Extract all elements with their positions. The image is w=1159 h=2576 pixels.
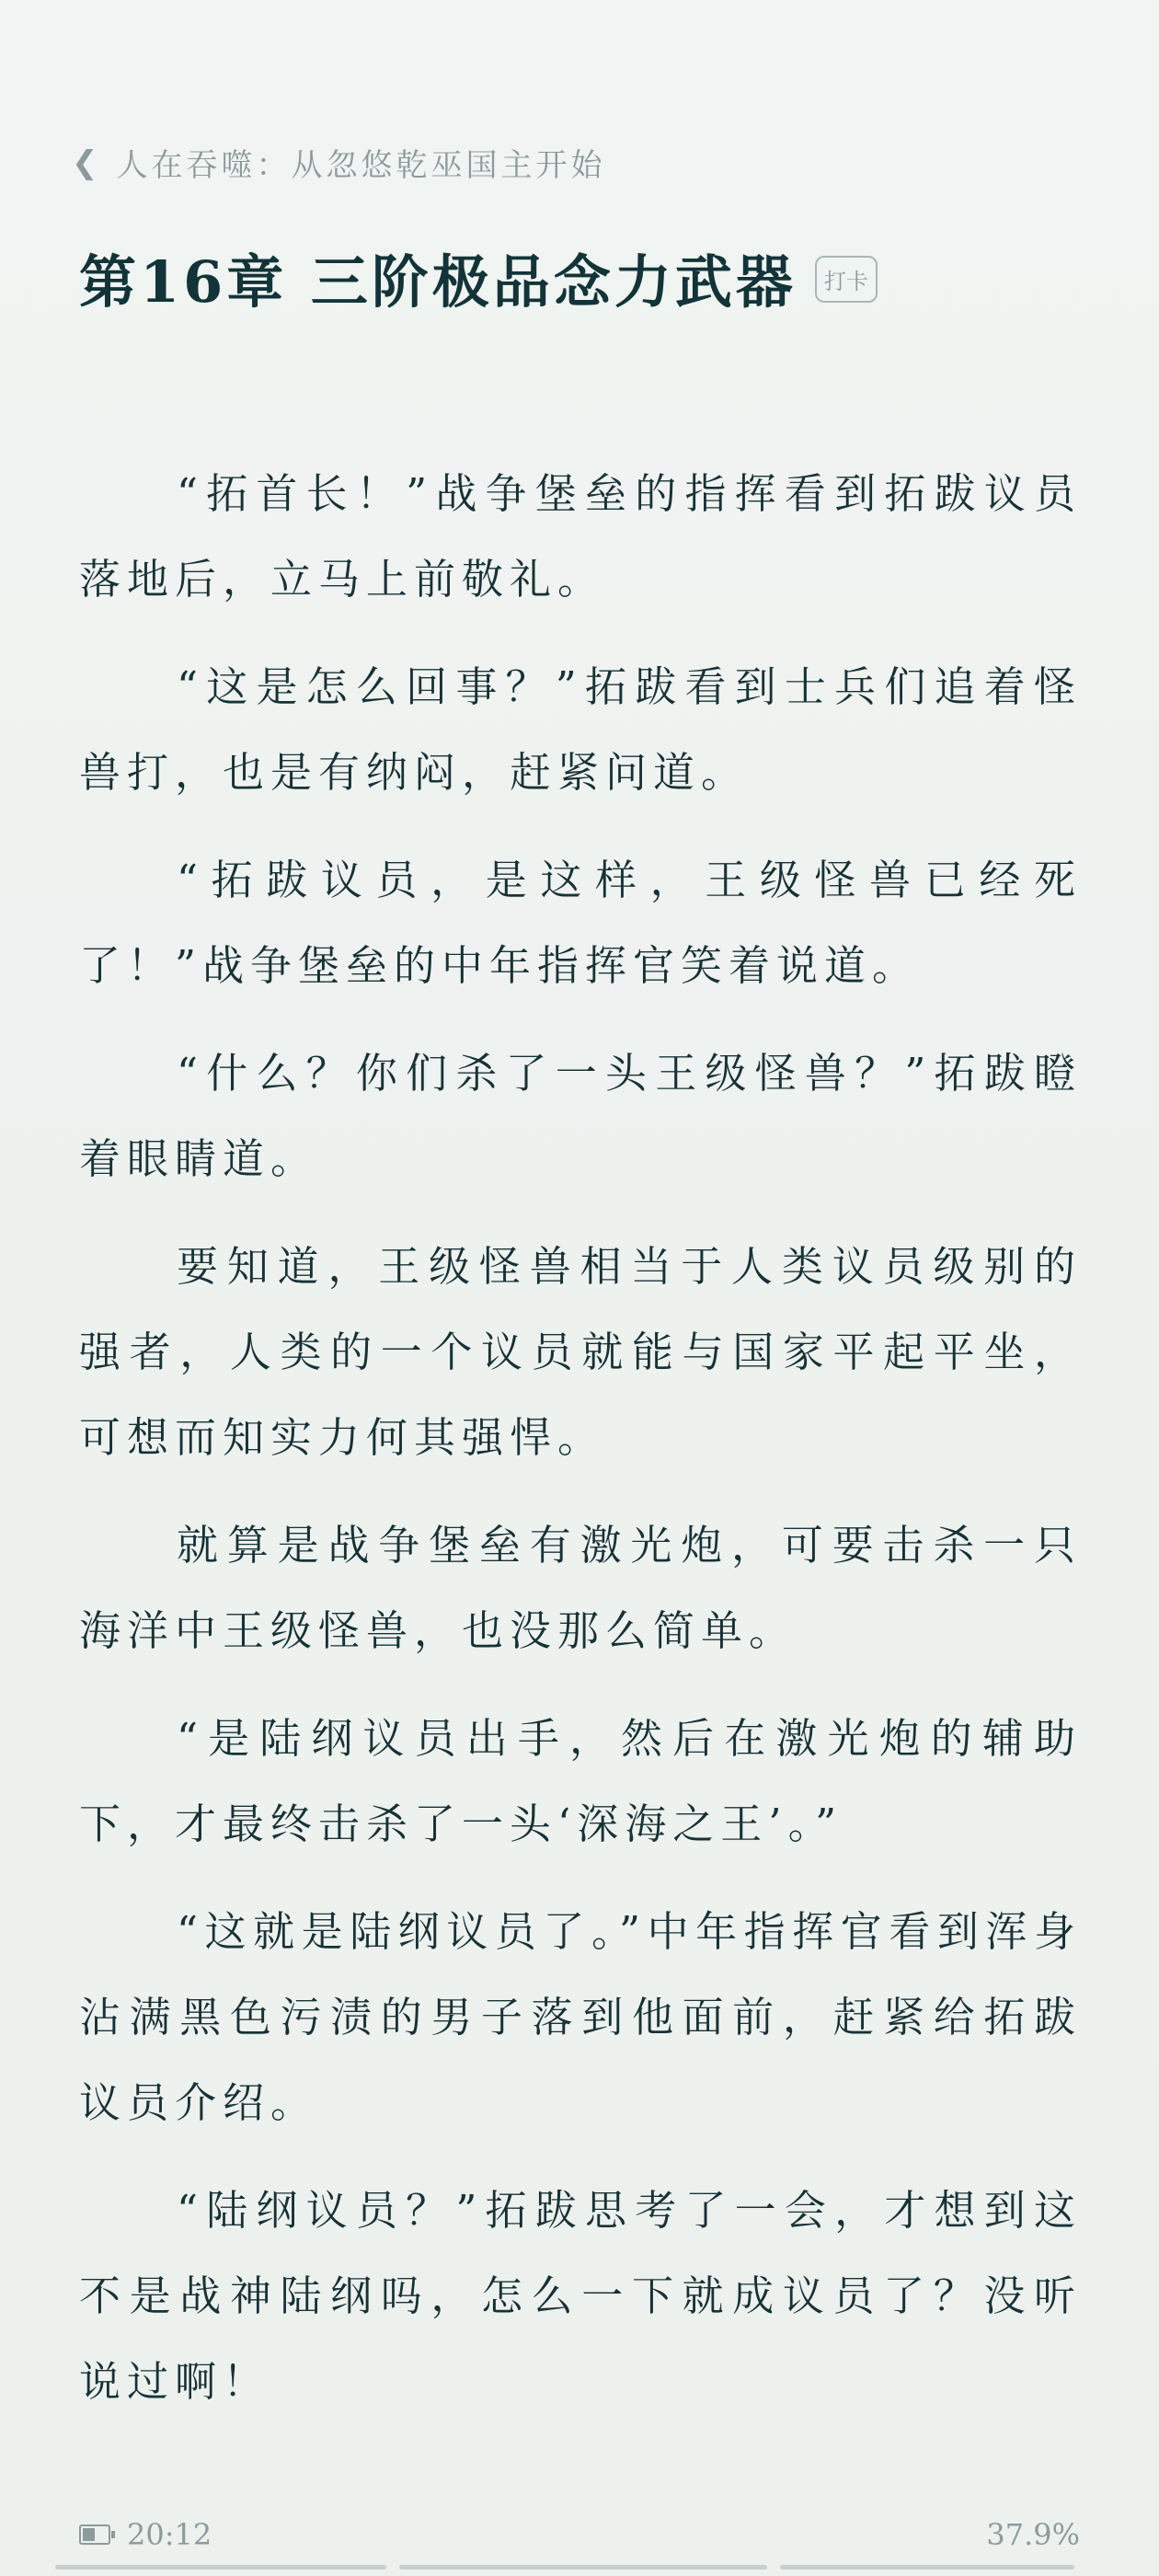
book-title: 人在吞噬：从忽悠乾巫国主开始 — [116, 147, 606, 184]
paragraph: “这是怎么回事？”拓跋看到士兵们追着怪兽打，也是有纳闷，赶紧问道。 — [79, 662, 1082, 797]
chevron-left-icon: ❮ — [72, 144, 102, 181]
paragraph: 就算是战争堡垒有激光炮，可要击杀一只海洋中王级怪兽，也没那么简单。 — [79, 1521, 1082, 1655]
reading-progress: 37.9% — [986, 2517, 1080, 2552]
chapter-title: 第16章 三阶极品念力武器 — [79, 248, 797, 316]
paragraph: “拓首长！”战争堡垒的指挥看到拓跋议员落地后，立马上前敬礼。 — [79, 469, 1082, 604]
clock-time: 20:12 — [127, 2517, 212, 2552]
paragraph: “拓跋议员，是这样，王级怪兽已经死了！”战争堡垒的中年指挥官笑着说道。 — [79, 856, 1082, 990]
chapter-header — [79, 248, 878, 316]
paragraph: “什么？你们杀了一头王级怪兽？”拓跋瞪着眼睛道。 — [79, 1049, 1082, 1183]
back-to-book-link[interactable] — [72, 140, 606, 185]
paragraph: 要知道，王级怪兽相当于人类议员级别的强者，人类的一个议员就能与国家平起平坐，可想而知实力何其强悍。 — [79, 1242, 1082, 1462]
bottom-edge-strip — [0, 2565, 1159, 2576]
battery-time-group — [79, 2517, 212, 2552]
paragraph: “是陆纲议员出手，然后在激光炮的辅助下，才最终击杀了一头‘深海之王’。” — [79, 1714, 1082, 1848]
paragraph: “陆纲议员？”拓跋思考了一会，才想到这不是战神陆纲吗，怎么一下就成议员了？没听说过啊！ — [79, 2186, 1082, 2406]
battery-icon — [79, 2524, 116, 2545]
status-footer — [79, 2517, 1080, 2552]
checkin-badge[interactable]: 打卡 — [815, 256, 878, 303]
chapter-content — [79, 451, 1082, 2446]
paragraph: “这就是陆纲议员了。”中年指挥官看到浑身沾满黑色污渍的男子落到他面前，赶紧给拓跋议员介绍。 — [79, 1907, 1082, 2127]
